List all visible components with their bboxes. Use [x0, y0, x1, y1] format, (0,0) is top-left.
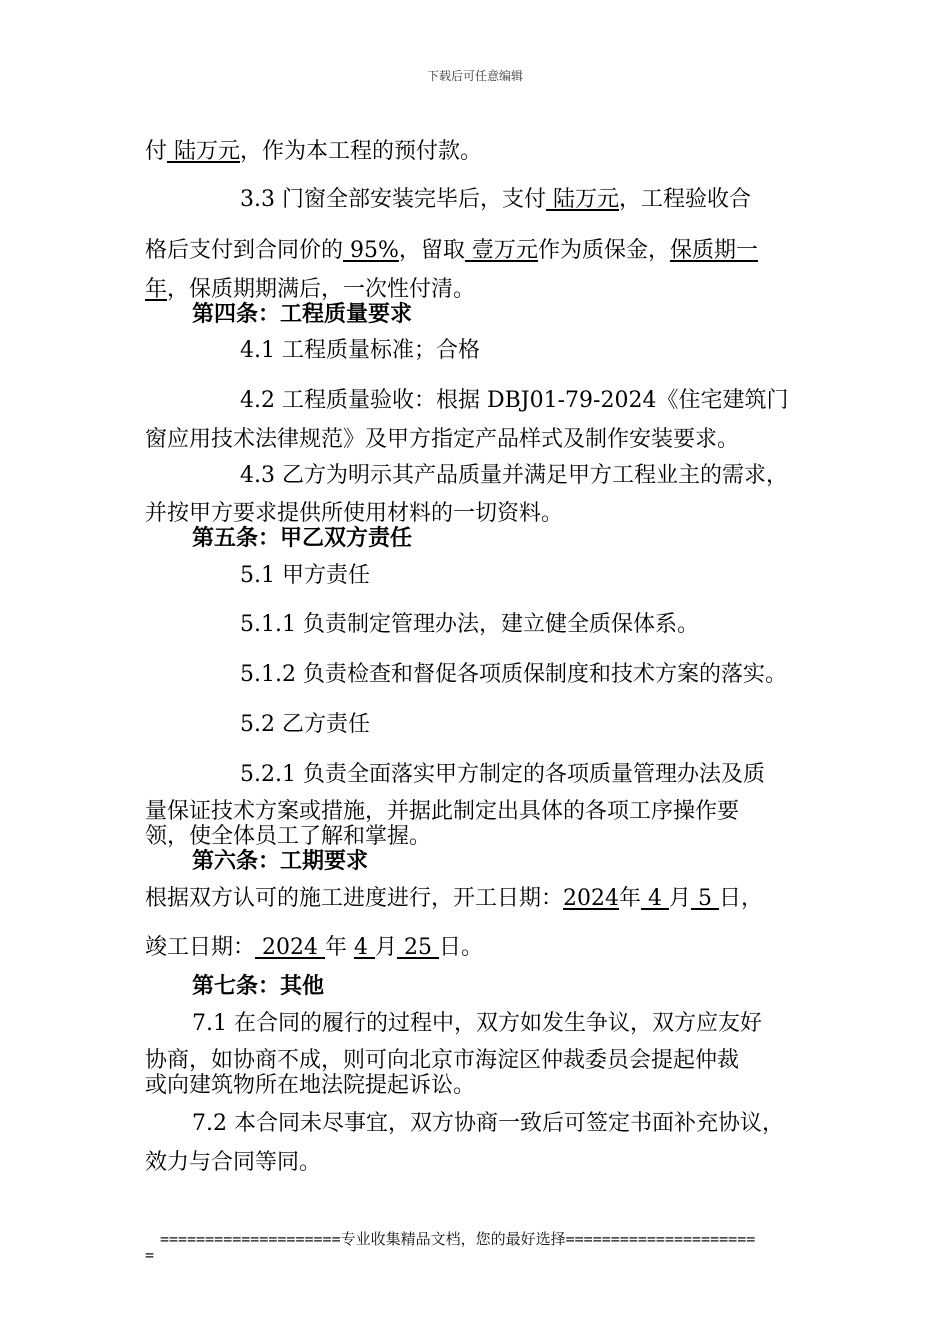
clause-5-1-2: 5.1.2 负责检查和督促各项质保制度和技术方案的落实。 — [240, 662, 787, 687]
paragraph-line: 格后支付到合同价的 95%，留取 壹万元作为质保金，保质期一 — [145, 238, 758, 263]
clause-5-2: 5.2 乙方责任 — [240, 712, 370, 737]
clause-7-1: 7.1 在合同的履行的过程中，双方如发生争议，双方应友好 — [192, 1011, 762, 1036]
page-header-note: 下载后可任意编辑 — [426, 69, 523, 83]
paragraph-line: 领，使全体员工了解和掌握。 — [145, 824, 432, 849]
footer-banner: ====================专业收集精品文档，您的最好选择===================== — [160, 1230, 756, 1248]
clause-7-2: 7.2 本合同未尽事宜，双方协商一致后可签定书面补充协议， — [192, 1111, 784, 1136]
clause-5-2-1: 5.2.1 负责全面落实甲方制定的各项质量管理办法及质 — [240, 762, 765, 787]
start-date-line: 根据双方认可的施工进度进行，开工日期：2024年 4 月 5 日， — [145, 886, 764, 911]
clause-4-3: 4.3 乙方为明示其产品质量并满足甲方工程业主的需求， — [240, 463, 788, 488]
section-heading-7: 第七条：其他 — [192, 973, 325, 999]
paragraph-line: 年，保质期期满后，一次性付清。 — [145, 277, 476, 302]
clause-4-1: 4.1 工程质量标准；合格 — [240, 338, 480, 363]
clause-5-1-1: 5.1.1 负责制定管理办法，建立健全质保体系。 — [240, 612, 699, 637]
paragraph-line: 付 陆万元，作为本工程的预付款。 — [145, 139, 483, 164]
footer-banner-wrap: = — [145, 1246, 155, 1264]
clause-5-1: 5.1 甲方责任 — [240, 563, 370, 588]
paragraph-line: 效力与合同等同。 — [145, 1150, 322, 1175]
paragraph-line: 或向建筑物所在地法院提起诉讼。 — [145, 1073, 476, 1098]
end-date-line: 竣工日期： 2024 年 4 月 25 日。 — [145, 935, 484, 960]
clause-3-3: 3.3 门窗全部安装完毕后，支付 陆万元，工程验收合 — [240, 187, 751, 212]
clause-4-2: 4.2 工程质量验收：根据 DBJ01-79-2024《住宅建筑门 — [240, 388, 789, 413]
section-heading-5: 第五条：甲乙双方责任 — [192, 525, 413, 551]
paragraph-line: 窗应用技术法律规范》及甲方指定产品样式及制作安装要求。 — [145, 427, 740, 452]
paragraph-line: 并按甲方要求提供所使用材料的一切资料。 — [145, 501, 564, 526]
section-heading-6: 第六条：工期要求 — [192, 848, 369, 874]
paragraph-line: 量保证技术方案或措施，并据此制定出具体的各项工序操作要 — [145, 799, 740, 824]
paragraph-line: 协商，如协商不成，则可向北京市海淀区仲裁委员会提起仲裁 — [145, 1048, 740, 1073]
section-heading-4: 第四条：工程质量要求 — [192, 301, 413, 327]
